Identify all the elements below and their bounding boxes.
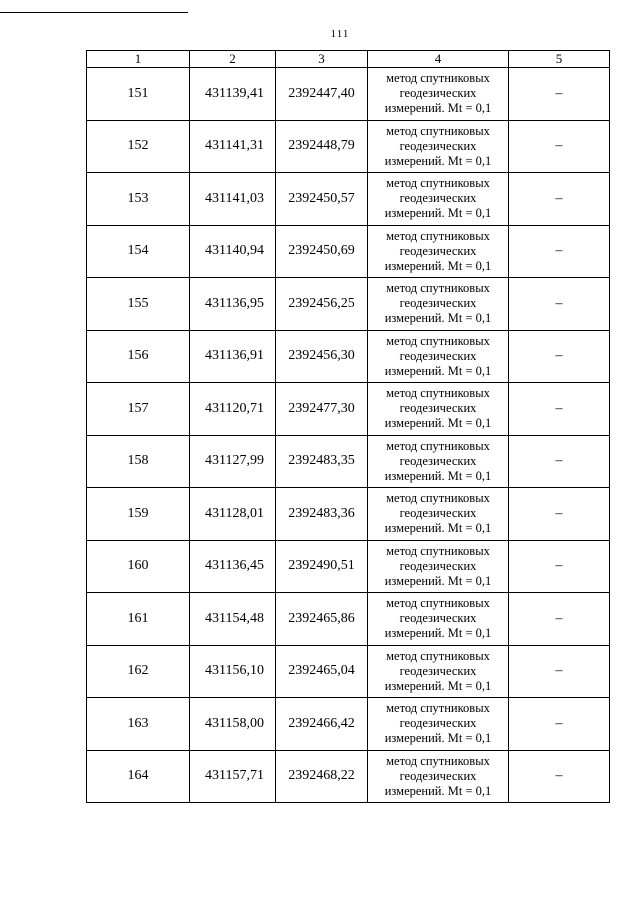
table-row — [87, 383, 610, 436]
table-row — [87, 120, 610, 173]
table-body — [87, 68, 610, 803]
method-line: геодезических — [399, 506, 477, 521]
method-line: метод спутниковых — [386, 543, 490, 558]
note-cell: – — [509, 540, 610, 593]
method-line: геодезических — [399, 716, 477, 731]
table-row — [87, 173, 610, 226]
table-row — [87, 435, 610, 488]
method-line: метод спутниковых — [386, 596, 490, 611]
method-line: геодезических — [399, 243, 477, 258]
point-number-cell: 162 — [87, 645, 190, 698]
method-line: измерений. Mt = 0,1 — [384, 258, 492, 273]
note-cell: – — [509, 488, 610, 541]
method-line: геодезических — [399, 558, 477, 573]
method-cell — [368, 120, 509, 173]
x-coordinate-cell: 431157,71 — [190, 750, 276, 803]
method-line: измерений. Mt = 0,1 — [384, 311, 492, 326]
y-coordinate-cell: 2392490,51 — [276, 540, 368, 593]
method-line: измерений. Mt = 0,1 — [384, 678, 492, 693]
point-number-cell: 161 — [87, 593, 190, 646]
method-line: геодезических — [399, 663, 477, 678]
method-line: измерений. Mt = 0,1 — [384, 101, 492, 116]
method-line: геодезических — [399, 348, 477, 363]
method-cell — [368, 330, 509, 383]
method-line: измерений. Mt = 0,1 — [384, 468, 492, 483]
y-coordinate-cell: 2392465,04 — [276, 645, 368, 698]
x-coordinate-cell: 431136,45 — [190, 540, 276, 593]
point-number-cell: 156 — [87, 330, 190, 383]
point-number-cell: 163 — [87, 698, 190, 751]
method-line: метод спутниковых — [386, 438, 490, 453]
method-line: геодезических — [399, 401, 477, 416]
method-line: геодезических — [399, 453, 477, 468]
point-number-cell: 152 — [87, 120, 190, 173]
method-cell — [368, 645, 509, 698]
method-line: геодезических — [399, 768, 477, 783]
x-coordinate-cell: 431141,31 — [190, 120, 276, 173]
note-cell: – — [509, 435, 610, 488]
method-line: измерений. Mt = 0,1 — [384, 573, 492, 588]
y-coordinate-cell: 2392450,69 — [276, 225, 368, 278]
header-cell-4: 4 — [368, 51, 509, 68]
method-cell — [368, 383, 509, 436]
table-row — [87, 330, 610, 383]
method-line: измерений. Mt = 0,1 — [384, 626, 492, 641]
note-cell: – — [509, 330, 610, 383]
method-cell — [368, 173, 509, 226]
point-number-cell: 151 — [87, 68, 190, 121]
page-number: 111 — [330, 28, 350, 40]
method-line: геодезических — [399, 296, 477, 311]
note-cell: – — [509, 593, 610, 646]
table-row — [87, 278, 610, 331]
method-line: метод спутниковых — [386, 648, 490, 663]
y-coordinate-cell: 2392465,86 — [276, 593, 368, 646]
y-coordinate-cell: 2392468,22 — [276, 750, 368, 803]
method-line: метод спутниковых — [386, 176, 490, 191]
note-cell: – — [509, 698, 610, 751]
method-line: геодезических — [399, 191, 477, 206]
method-line: метод спутниковых — [386, 386, 490, 401]
table-row — [87, 488, 610, 541]
y-coordinate-cell: 2392466,42 — [276, 698, 368, 751]
method-line: метод спутниковых — [386, 228, 490, 243]
method-cell — [368, 225, 509, 278]
method-line: метод спутниковых — [386, 753, 490, 768]
note-cell: – — [509, 383, 610, 436]
y-coordinate-cell: 2392456,25 — [276, 278, 368, 331]
x-coordinate-cell: 431136,95 — [190, 278, 276, 331]
y-coordinate-cell: 2392448,79 — [276, 120, 368, 173]
x-coordinate-cell: 431127,99 — [190, 435, 276, 488]
method-line: метод спутниковых — [386, 281, 490, 296]
method-cell — [368, 593, 509, 646]
table-row — [87, 698, 610, 751]
method-cell — [368, 278, 509, 331]
x-coordinate-cell: 431120,71 — [190, 383, 276, 436]
x-coordinate-cell: 431156,10 — [190, 645, 276, 698]
point-number-cell: 158 — [87, 435, 190, 488]
coordinates-table — [86, 50, 610, 803]
header-cell-5: 5 — [509, 51, 610, 68]
header-cell-3: 3 — [276, 51, 368, 68]
header-cell-1: 1 — [87, 51, 190, 68]
x-coordinate-cell: 431139,41 — [190, 68, 276, 121]
point-number-cell: 154 — [87, 225, 190, 278]
note-cell: – — [509, 173, 610, 226]
method-cell — [368, 488, 509, 541]
method-line: метод спутниковых — [386, 71, 490, 86]
method-line: геодезических — [399, 611, 477, 626]
method-line: геодезических — [399, 138, 477, 153]
table-row — [87, 225, 610, 278]
method-line: измерений. Mt = 0,1 — [384, 416, 492, 431]
table-row — [87, 68, 610, 121]
point-number-cell: 160 — [87, 540, 190, 593]
y-coordinate-cell: 2392483,36 — [276, 488, 368, 541]
x-coordinate-cell: 431158,00 — [190, 698, 276, 751]
method-cell — [368, 435, 509, 488]
point-number-cell: 159 — [87, 488, 190, 541]
y-coordinate-cell: 2392483,35 — [276, 435, 368, 488]
note-cell: – — [509, 750, 610, 803]
note-cell: – — [509, 645, 610, 698]
method-line: измерений. Mt = 0,1 — [384, 363, 492, 378]
method-line: метод спутниковых — [386, 701, 490, 716]
method-cell — [368, 68, 509, 121]
method-line: измерений. Mt = 0,1 — [384, 153, 492, 168]
point-number-cell: 155 — [87, 278, 190, 331]
method-cell — [368, 698, 509, 751]
header-cell-2: 2 — [190, 51, 276, 68]
method-line: метод спутниковых — [386, 123, 490, 138]
note-cell: – — [509, 120, 610, 173]
method-line: геодезических — [399, 86, 477, 101]
method-line: метод спутниковых — [386, 491, 490, 506]
x-coordinate-cell: 431136,91 — [190, 330, 276, 383]
top-rule — [0, 12, 188, 13]
method-line: измерений. Mt = 0,1 — [384, 521, 492, 536]
x-coordinate-cell: 431154,48 — [190, 593, 276, 646]
method-line: измерений. Mt = 0,1 — [384, 206, 492, 221]
x-coordinate-cell: 431140,94 — [190, 225, 276, 278]
header-row — [87, 51, 610, 68]
y-coordinate-cell: 2392477,30 — [276, 383, 368, 436]
method-cell — [368, 540, 509, 593]
x-coordinate-cell: 431128,01 — [190, 488, 276, 541]
table-row — [87, 593, 610, 646]
table-row — [87, 540, 610, 593]
x-coordinate-cell: 431141,03 — [190, 173, 276, 226]
method-cell — [368, 750, 509, 803]
note-cell: – — [509, 278, 610, 331]
table-row — [87, 645, 610, 698]
y-coordinate-cell: 2392450,57 — [276, 173, 368, 226]
point-number-cell: 157 — [87, 383, 190, 436]
point-number-cell: 153 — [87, 173, 190, 226]
note-cell: – — [509, 225, 610, 278]
method-line: измерений. Mt = 0,1 — [384, 783, 492, 798]
y-coordinate-cell: 2392447,40 — [276, 68, 368, 121]
point-number-cell: 164 — [87, 750, 190, 803]
note-cell: – — [509, 68, 610, 121]
table-row — [87, 750, 610, 803]
method-line: измерений. Mt = 0,1 — [384, 731, 492, 746]
method-line: метод спутниковых — [386, 333, 490, 348]
y-coordinate-cell: 2392456,30 — [276, 330, 368, 383]
